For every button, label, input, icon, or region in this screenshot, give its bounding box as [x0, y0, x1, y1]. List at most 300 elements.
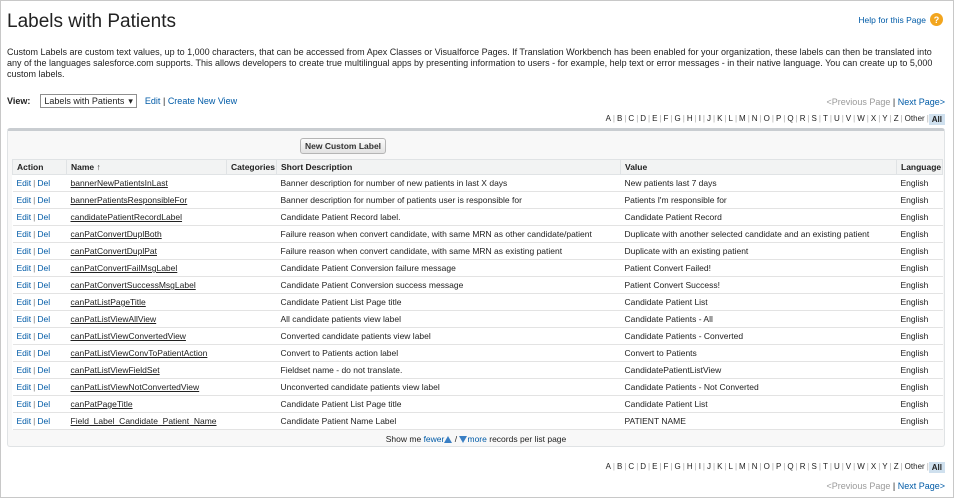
column-header-short-description[interactable]: Short Description: [277, 160, 621, 175]
alpha-separator: |: [841, 114, 844, 123]
alpha-separator: |: [795, 114, 798, 123]
label-name-cell: [67, 294, 227, 311]
categories-cell: [227, 226, 277, 243]
categories-cell: [227, 209, 277, 226]
edit-link[interactable]: Edit: [16, 365, 32, 375]
language-cell: English: [897, 362, 943, 379]
delete-link[interactable]: Del: [37, 314, 51, 324]
alpha-separator: |: [889, 462, 892, 471]
label-name-cell: [67, 260, 227, 277]
action-separator: |: [33, 365, 36, 375]
triangle-up-icon[interactable]: [444, 436, 452, 443]
categories-cell: [227, 260, 277, 277]
alpha-filter-a[interactable]: A: [605, 462, 611, 471]
short-description-cell: Candidate Patient List Page title: [277, 396, 621, 413]
label-name-cell: [67, 328, 227, 345]
alpha-filter-v[interactable]: V: [845, 462, 852, 471]
alpha-filter-n[interactable]: N: [751, 462, 758, 471]
alpha-filter-q[interactable]: Q: [787, 462, 794, 471]
page-description: Custom Labels are custom text values, up to 1,000 characters, that can be accessed from Apex Classes or Visualforce Pages. If Translation Workbench has been enabled for your organization, these labels can then be translated into any of the languages salesforce.com supports. This allows developers to create true multilingual apps by presenting information to users - for example, help text or error messages - in their native language. You can create up to 5,000 custom labels.: [7, 47, 933, 79]
table-row: [13, 294, 943, 311]
alpha-filter-i[interactable]: I: [698, 114, 701, 123]
delete-link[interactable]: Del: [37, 331, 51, 341]
column-header-language[interactable]: Language: [897, 160, 943, 175]
alpha-separator: |: [829, 114, 832, 123]
value-cell: Patients I'm responsible for: [621, 192, 897, 209]
alpha-filter-k[interactable]: K: [717, 462, 723, 471]
categories-cell: [227, 379, 277, 396]
edit-link[interactable]: Edit: [16, 263, 32, 273]
alpha-separator: |: [841, 462, 844, 471]
alpha-separator: |: [759, 462, 762, 471]
alpha-filter-y[interactable]: Y: [882, 114, 888, 123]
show-more-link[interactable]: more: [467, 434, 487, 444]
create-new-view-link[interactable]: Create New View: [167, 96, 238, 106]
categories-cell: [227, 413, 277, 430]
edit-link[interactable]: Edit: [16, 195, 32, 205]
edit-link[interactable]: Edit: [16, 246, 32, 256]
short-description-cell: Converted candidate patients view label: [277, 328, 621, 345]
alpha-filter-n[interactable]: N: [751, 114, 758, 123]
records-per-page-control: [8, 434, 944, 444]
short-description-cell: Candidate Patient Conversion success message: [277, 277, 621, 294]
alpha-separator: |: [818, 462, 821, 471]
delete-link[interactable]: Del: [37, 399, 51, 409]
label-name-cell: [67, 396, 227, 413]
label-name-link[interactable]: canPatListViewConvToPatientAction: [70, 348, 208, 358]
alpha-separator: |: [878, 462, 881, 471]
next-page-link-bottom[interactable]: Next Page>: [897, 481, 945, 491]
alpha-filter-u[interactable]: U: [833, 114, 840, 123]
show-fewer-link[interactable]: fewer: [423, 434, 445, 444]
question-icon[interactable]: ?: [930, 13, 943, 26]
custom-labels-table: [12, 159, 943, 430]
alpha-filter-d[interactable]: D: [640, 462, 647, 471]
row-actions: [13, 226, 67, 243]
language-cell: English: [897, 209, 943, 226]
alpha-separator: |: [926, 114, 929, 123]
delete-link[interactable]: Del: [37, 297, 51, 307]
alpha-filter-o[interactable]: O: [763, 114, 770, 123]
value-cell: Patient Convert Failed!: [621, 260, 897, 277]
alpha-filter-g[interactable]: G: [674, 462, 681, 471]
action-separator: |: [33, 399, 36, 409]
label-name-link[interactable]: bannerNewPatientsInLast: [70, 178, 168, 188]
action-separator: |: [33, 331, 36, 341]
delete-link[interactable]: Del: [37, 348, 51, 358]
row-actions: [13, 413, 67, 430]
view-select[interactable]: [40, 94, 137, 108]
alpha-filter-e[interactable]: E: [652, 114, 658, 123]
action-separator: |: [33, 416, 36, 426]
alpha-filter-other[interactable]: Other: [904, 114, 925, 123]
value-cell: Candidate Patient Record: [621, 209, 897, 226]
language-cell: English: [897, 311, 943, 328]
column-header-action: Action: [13, 160, 67, 175]
alpha-separator: |: [670, 462, 673, 471]
row-actions: [13, 243, 67, 260]
alpha-separator: |: [866, 114, 869, 123]
label-name-link[interactable]: canPatConvertFailMsgLabel: [70, 263, 178, 273]
alpha-separator: |: [853, 114, 856, 123]
alpha-filter-b[interactable]: B: [616, 114, 623, 123]
row-actions: [13, 192, 67, 209]
alpha-separator: |: [807, 462, 810, 471]
custom-labels-list-panel: [7, 128, 945, 447]
alpha-separator: |: [795, 462, 798, 471]
label-name-link[interactable]: canPatListViewAllView: [70, 314, 157, 324]
short-description-cell: Fieldset name - do not translate.: [277, 362, 621, 379]
delete-link[interactable]: Del: [37, 246, 51, 256]
alpha-filter-t[interactable]: T: [822, 462, 828, 471]
table-row: [13, 175, 943, 192]
alpha-filter-f[interactable]: F: [663, 114, 669, 123]
alpha-filter-top: [604, 114, 945, 125]
short-description-cell: Unconverted candidate patients view label: [277, 379, 621, 396]
table-header-row: [13, 160, 943, 175]
alpha-filter-i[interactable]: I: [698, 462, 701, 471]
pager-bottom: [827, 481, 945, 491]
table-row: [13, 413, 943, 430]
row-actions: [13, 328, 67, 345]
edit-link[interactable]: Edit: [16, 382, 32, 392]
table-row: [13, 396, 943, 413]
label-name-cell: [67, 175, 227, 192]
label-name-link[interactable]: canPatListViewFieldSet: [70, 365, 160, 375]
edit-link[interactable]: Edit: [16, 331, 32, 341]
new-custom-label-button[interactable]: New Custom Label: [300, 138, 386, 154]
table-row: [13, 209, 943, 226]
row-actions: [13, 277, 67, 294]
categories-cell: [227, 396, 277, 413]
value-cell: Candidate Patients - Converted: [621, 328, 897, 345]
row-actions: [13, 311, 67, 328]
alpha-separator: |: [624, 462, 627, 471]
pager-top: [827, 97, 945, 107]
alpha-filter-all[interactable]: All: [929, 114, 945, 125]
delete-link[interactable]: Del: [37, 263, 51, 273]
label-name-link[interactable]: canPatListViewConvertedView: [70, 331, 186, 341]
value-cell: Candidate Patients - Not Converted: [621, 379, 897, 396]
table-row: [13, 226, 943, 243]
alpha-separator: |: [659, 114, 662, 123]
alpha-filter-c[interactable]: C: [628, 114, 635, 123]
alpha-filter-l[interactable]: L: [728, 114, 733, 123]
alpha-separator: |: [807, 114, 810, 123]
delete-link[interactable]: Del: [37, 365, 51, 375]
edit-link[interactable]: Edit: [16, 212, 32, 222]
categories-cell: [227, 175, 277, 192]
edit-link[interactable]: Edit: [16, 314, 32, 324]
delete-link[interactable]: Del: [37, 178, 51, 188]
value-cell: Convert to Patients: [621, 345, 897, 362]
alpha-separator: |: [648, 462, 651, 471]
alpha-separator: |: [878, 114, 881, 123]
alpha-filter-x[interactable]: X: [870, 462, 877, 471]
action-separator: |: [33, 263, 36, 273]
alpha-filter-j[interactable]: J: [707, 462, 711, 471]
short-description-cell: Candidate Patient Conversion failure message: [277, 260, 621, 277]
alpha-separator: |: [818, 114, 821, 123]
edit-view-link[interactable]: Edit: [144, 96, 161, 106]
alpha-separator: |: [713, 114, 716, 123]
short-description-cell: Candidate Patient Name Label: [277, 413, 621, 430]
alpha-separator: |: [694, 114, 697, 123]
alpha-filter-z[interactable]: Z: [893, 114, 899, 123]
action-separator: |: [33, 314, 36, 324]
short-description-cell: Failure reason when convert candidate, with same MRN as other candidate/patient: [277, 226, 621, 243]
next-page-link[interactable]: Next Page>: [897, 97, 945, 107]
action-separator: |: [33, 297, 36, 307]
alpha-filter-j[interactable]: J: [707, 114, 711, 123]
alpha-separator: |: [783, 114, 786, 123]
short-description-cell: All candidate patients view label: [277, 311, 621, 328]
previous-page-link-bottom: <Previous Page: [826, 481, 891, 491]
value-cell: Patient Convert Success!: [621, 277, 897, 294]
label-name-link[interactable]: canPatListViewNotConvertedView: [70, 382, 200, 392]
short-description-cell: Candidate Patient Record label.: [277, 209, 621, 226]
row-actions: [13, 345, 67, 362]
edit-link[interactable]: Edit: [16, 280, 32, 290]
language-cell: English: [897, 413, 943, 430]
action-separator: |: [33, 195, 36, 205]
language-cell: English: [897, 226, 943, 243]
edit-link[interactable]: Edit: [16, 399, 32, 409]
view-label: View:: [7, 96, 31, 106]
view-selector-row: [7, 94, 237, 108]
action-separator: |: [33, 229, 36, 239]
alpha-filter-s[interactable]: S: [811, 462, 817, 471]
alpha-filter-u[interactable]: U: [833, 462, 840, 471]
alpha-separator: |: [612, 462, 615, 471]
alpha-filter-w[interactable]: W: [857, 114, 865, 123]
alpha-separator: |: [853, 462, 856, 471]
alpha-filter-k[interactable]: K: [717, 114, 723, 123]
short-description-cell: Banner description for number of patients user is responsible for: [277, 192, 621, 209]
alpha-separator: |: [889, 114, 892, 123]
show-me-prefix: Show me: [385, 434, 422, 444]
help-link-text[interactable]: Help for this Page: [858, 14, 926, 25]
alpha-separator: |: [636, 462, 639, 471]
action-separator: |: [33, 348, 36, 358]
language-cell: English: [897, 345, 943, 362]
alpha-filter-c[interactable]: C: [628, 462, 635, 471]
edit-link[interactable]: Edit: [16, 348, 32, 358]
label-name-cell: [67, 243, 227, 260]
language-cell: English: [897, 175, 943, 192]
action-separator: |: [33, 212, 36, 222]
label-name-link[interactable]: candidatePatientRecordLabel: [70, 212, 183, 222]
alpha-separator: |: [702, 114, 705, 123]
alpha-separator: |: [713, 462, 716, 471]
table-row: [13, 311, 943, 328]
label-name-cell: [67, 311, 227, 328]
pager-separator: |: [892, 97, 896, 107]
previous-page-link: <Previous Page: [826, 97, 891, 107]
page-title: Labels with Patients: [7, 11, 176, 32]
alpha-separator: |: [926, 462, 929, 471]
column-header-name[interactable]: Name ↑: [67, 160, 227, 175]
action-separator: |: [33, 246, 36, 256]
delete-link[interactable]: Del: [37, 416, 51, 426]
label-name-link[interactable]: canPatConvertDuplPat: [70, 246, 157, 256]
table-row: [13, 362, 943, 379]
alpha-filter-r[interactable]: R: [799, 114, 806, 123]
edit-link[interactable]: Edit: [16, 416, 32, 426]
alpha-separator: |: [771, 114, 774, 123]
alpha-filter-all[interactable]: All: [929, 462, 945, 473]
label-name-cell: [67, 192, 227, 209]
categories-cell: [227, 328, 277, 345]
alpha-filter-p[interactable]: P: [775, 462, 782, 471]
value-cell: Candidate Patient List: [621, 396, 897, 413]
alpha-filter-d[interactable]: D: [640, 114, 647, 123]
alpha-filter-h[interactable]: H: [686, 114, 693, 123]
categories-cell: [227, 311, 277, 328]
alpha-separator: |: [612, 114, 615, 123]
row-actions: [13, 379, 67, 396]
value-cell: CandidatePatientListView: [621, 362, 897, 379]
table-row: [13, 379, 943, 396]
alpha-filter-t[interactable]: T: [822, 114, 828, 123]
row-actions: [13, 209, 67, 226]
label-name-link[interactable]: canPatPageTitle: [70, 399, 133, 409]
categories-cell: [227, 243, 277, 260]
label-name-cell: [67, 277, 227, 294]
label-name-link[interactable]: canPatConvertSuccessMsgLabel: [70, 280, 196, 290]
language-cell: English: [897, 379, 943, 396]
row-actions: [13, 294, 67, 311]
alpha-filter-g[interactable]: G: [674, 114, 681, 123]
language-cell: English: [897, 260, 943, 277]
alpha-filter-e[interactable]: E: [652, 462, 658, 471]
alpha-filter-w[interactable]: W: [857, 462, 865, 471]
alpha-filter-v[interactable]: V: [845, 114, 852, 123]
alpha-filter-z[interactable]: Z: [893, 462, 899, 471]
alpha-separator: |: [734, 114, 738, 123]
alpha-separator: |: [829, 462, 832, 471]
column-header-categories[interactable]: Categories: [227, 160, 277, 175]
alpha-filter-a[interactable]: A: [605, 114, 611, 123]
label-name-cell: [67, 209, 227, 226]
delete-link[interactable]: Del: [37, 280, 51, 290]
categories-cell: [227, 192, 277, 209]
categories-cell: [227, 362, 277, 379]
show-me-suffix: records per list page: [489, 434, 567, 444]
row-actions: [13, 396, 67, 413]
edit-link[interactable]: Edit: [16, 229, 32, 239]
delete-link[interactable]: Del: [37, 212, 51, 222]
alpha-filter-x[interactable]: X: [870, 114, 877, 123]
language-cell: English: [897, 192, 943, 209]
dropdown-arrow-icon: ▾: [128, 95, 133, 106]
alpha-filter-l[interactable]: L: [728, 462, 733, 471]
alpha-separator: |: [900, 114, 903, 123]
label-name-cell: [67, 226, 227, 243]
view-links-separator: |: [162, 96, 166, 106]
edit-link[interactable]: Edit: [16, 178, 32, 188]
label-name-cell: [67, 362, 227, 379]
alpha-separator: |: [900, 462, 903, 471]
label-name-link[interactable]: bannerPatientsResponsibleFor: [70, 195, 188, 205]
alpha-separator: |: [702, 462, 705, 471]
action-separator: |: [33, 382, 36, 392]
alpha-separator: |: [734, 462, 738, 471]
alpha-filter-m[interactable]: M: [739, 462, 746, 471]
alpha-separator: |: [724, 114, 727, 123]
alpha-filter-s[interactable]: S: [811, 114, 817, 123]
short-description-cell: Candidate Patient List Page title: [277, 294, 621, 311]
alpha-separator: |: [783, 462, 786, 471]
language-cell: English: [897, 243, 943, 260]
alpha-filter-q[interactable]: Q: [787, 114, 794, 123]
language-cell: English: [897, 277, 943, 294]
value-cell: Duplicate with an existing patient: [621, 243, 897, 260]
label-name-link[interactable]: canPatConvertDuplBoth: [70, 229, 162, 239]
show-me-slash: /: [454, 434, 458, 444]
delete-link[interactable]: Del: [37, 229, 51, 239]
edit-link[interactable]: Edit: [16, 297, 32, 307]
delete-link[interactable]: Del: [37, 382, 51, 392]
table-row: [13, 328, 943, 345]
alpha-filter-b[interactable]: B: [616, 462, 623, 471]
pager-separator-bottom: |: [892, 481, 896, 491]
categories-cell: [227, 277, 277, 294]
label-name-link[interactable]: Field_Label_Candidate_Patient_Name: [70, 416, 217, 426]
table-row: [13, 345, 943, 362]
language-cell: English: [897, 328, 943, 345]
language-cell: English: [897, 396, 943, 413]
delete-link[interactable]: Del: [37, 195, 51, 205]
alpha-filter-bottom: [604, 462, 945, 473]
table-row: [13, 192, 943, 209]
value-cell: Candidate Patient List: [621, 294, 897, 311]
label-name-cell: [67, 379, 227, 396]
action-separator: |: [33, 280, 36, 290]
column-header-value[interactable]: Value: [621, 160, 897, 175]
label-name-cell: [67, 345, 227, 362]
alpha-filter-r[interactable]: R: [799, 462, 806, 471]
alpha-filter-m[interactable]: M: [739, 114, 746, 123]
categories-cell: [227, 345, 277, 362]
table-row: [13, 243, 943, 260]
alpha-separator: |: [659, 462, 662, 471]
alpha-filter-h[interactable]: H: [686, 462, 693, 471]
action-separator: |: [33, 178, 36, 188]
label-name-cell: [67, 413, 227, 430]
alpha-separator: |: [694, 462, 697, 471]
value-cell: PATIENT NAME: [621, 413, 897, 430]
alpha-separator: |: [682, 114, 685, 123]
alpha-separator: |: [866, 462, 869, 471]
alpha-filter-other[interactable]: Other: [904, 462, 925, 471]
short-description-cell: Failure reason when convert candidate, with same MRN as existing patient: [277, 243, 621, 260]
alpha-filter-y[interactable]: Y: [882, 462, 888, 471]
row-actions: [13, 362, 67, 379]
help-link[interactable]: [858, 13, 943, 26]
label-name-link[interactable]: canPatListPageTitle: [70, 297, 146, 307]
alpha-separator: |: [648, 114, 651, 123]
alpha-filter-p[interactable]: P: [775, 114, 782, 123]
alpha-separator: |: [724, 462, 727, 471]
alpha-filter-o[interactable]: O: [763, 462, 770, 471]
alpha-separator: |: [771, 462, 774, 471]
alpha-filter-f[interactable]: F: [663, 462, 669, 471]
table-row: [13, 277, 943, 294]
alpha-separator: |: [759, 114, 762, 123]
alpha-separator: |: [670, 114, 673, 123]
row-actions: [13, 175, 67, 192]
